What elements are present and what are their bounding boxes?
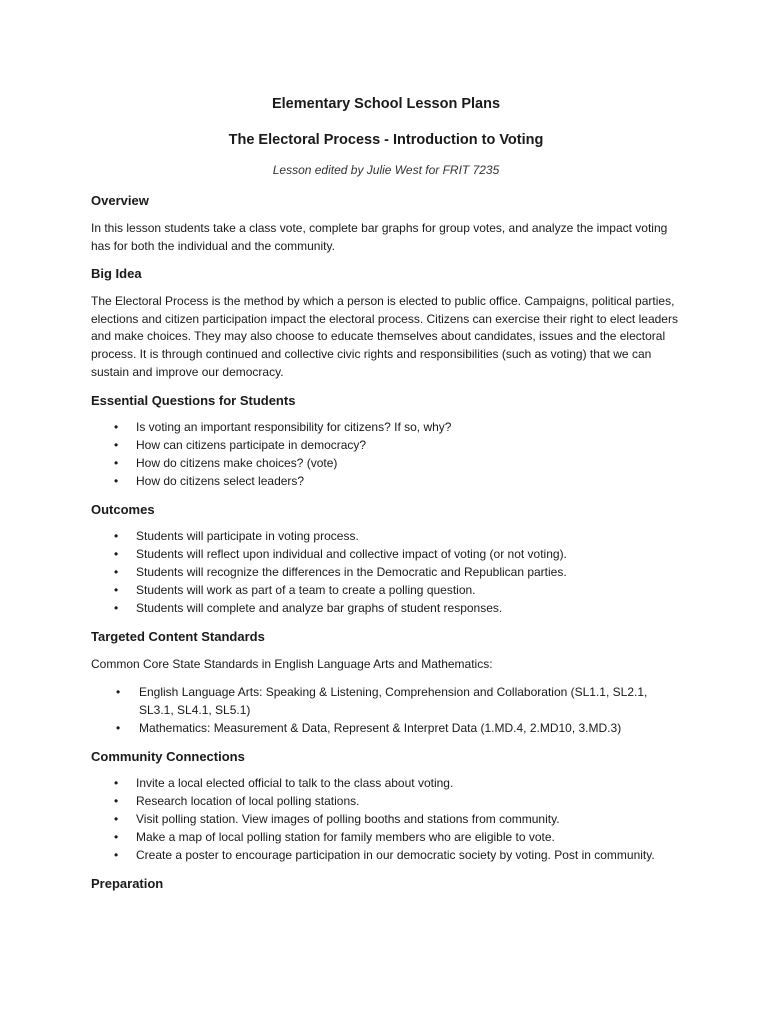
standards-heading: Targeted Content Standards [91,629,265,645]
list-item: • Create a poster to encourage participation in our democratic society by voting. Post in community. [91,847,681,865]
community-list [91,775,681,864]
list-item: • Make a map of local polling station for family members who are eligible to vote. [91,829,681,847]
document-subtitle: The Electoral Process - Introduction to Voting [228,132,544,148]
outcomes-list [91,528,681,617]
big-idea-text: The Electoral Process is the method by which a person is elected to public office. Campaigns, political parties, elections and citizen participation impact the electoral process. Citizens can exercise their right to elect leaders and make choices. They may also choose to educate themselves about candidates, issues and the electoral process. It is through continued and collective civic rights and responsibilities (such as voting) that we can sustain and improve our democracy. [91,294,678,379]
list-item: • Students will complete and analyze bar graphs of student responses. [91,600,681,618]
list-item: • Students will recognize the differences in the Democratic and Republican parties. [91,564,681,582]
standards-list [91,684,681,737]
document-title: Elementary School Lesson Plans [271,96,501,112]
list-item: • Invite a local elected official to talk to the class about voting. [91,775,681,793]
essential-questions-list [91,419,681,490]
list-item: • Students will reflect upon individual and collective impact of voting (or not voting). [91,546,681,564]
list-item: • How do citizens make choices? (vote) [91,455,681,473]
list-item: • English Language Arts: Speaking & Listening, Comprehension and Collaboration (SL1.1, SL2.1, SL3.1, SL4.1, SL5.1) [91,684,681,720]
outcomes-heading: Outcomes [91,502,155,518]
document-byline: Lesson edited by Julie West for FRIT 7235 [272,163,500,177]
essential-questions-heading: Essential Questions for Students [91,393,296,409]
list-item: • How can citizens participate in democracy? [91,437,681,455]
overview-text: In this lesson students take a class vote, complete bar graphs for group votes, and analyze the impact voting has for both the individual and the community. [91,221,668,253]
document-page [91,92,681,892]
list-item: • Research location of local polling stations. [91,793,681,811]
list-item: • Students will participate in voting process. [91,528,681,546]
standards-intro: Common Core State Standards in English Language Arts and Mathematics: [91,657,493,672]
list-item: • Visit polling station. View images of polling booths and stations from community. [91,811,681,829]
list-item: • How do citizens select leaders? [91,473,681,491]
list-item: • Is voting an important responsibility for citizens? If so, why? [91,419,681,437]
big-idea-heading: Big Idea [91,266,142,282]
preparation-heading: Preparation [91,876,164,892]
overview-heading: Overview [91,193,149,208]
list-item: • Students will work as part of a team to create a polling question. [91,582,681,600]
list-item: • Mathematics: Measurement & Data, Represent & Interpret Data (1.MD.4, 2.MD10, 3.MD.3) [91,720,681,738]
community-heading: Community Connections [91,749,245,765]
